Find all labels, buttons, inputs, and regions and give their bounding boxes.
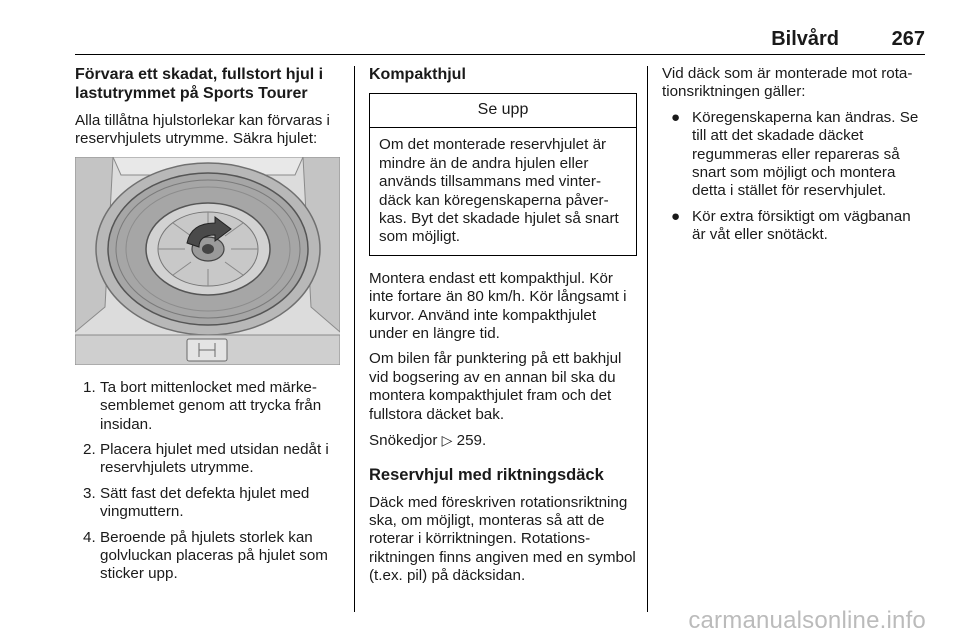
- caution-title: Se upp: [370, 94, 636, 128]
- page-number: 267: [891, 28, 925, 50]
- bullet-icon: ●: [671, 108, 681, 126]
- step-item: 1. Ta bort mittenlocket med märkesemblemet genom att trycka från insidan.: [83, 378, 322, 433]
- wheel-illustration-svg: [75, 157, 340, 365]
- bullet-list: [662, 109, 928, 245]
- header-rule: [75, 54, 925, 55]
- column-3: [662, 65, 928, 252]
- caution-box: [369, 93, 637, 256]
- step-item: 2. Placera hjulet med utsidan nedåt i reservhjulets utrymme.: [83, 441, 329, 477]
- directional-tyre-paragraph: Däck med föreskriven rotationsriktning ska, om möjligt, monteras så att de roterar i körriktningen. Rotationsriktningen finns angiven med en symbol (t.ex. pil) på däcksidan.: [369, 493, 636, 585]
- step-item: 3. Sätt fast det defekta hjulet med vingmuttern.: [83, 484, 310, 521]
- step-item: 4. Beroende på hjulets storlek kan golvluckan placeras på hjulet som sticker upp.: [83, 528, 328, 583]
- bullet-icon: ●: [671, 207, 681, 225]
- section-heading-compact-wheel: Kompakthjul: [369, 66, 466, 83]
- cross-reference-arrow-icon: ▷: [441, 432, 453, 449]
- reverse-mount-intro: Vid däck som är monterade mot rotationsriktningen gäller:: [662, 65, 913, 101]
- compact-wheel-paragraph: Montera endast ett kompakthjul. Kör inte fortare än 80 km/h. Kör långsamt i kurvor. Använd inte kompakthjulet under en längre tid.: [369, 269, 627, 343]
- page-header: [75, 28, 925, 54]
- bullet-item: ● Köregenskaperna kan ändras. Se till att det skadade däcket regummeras eller repareras så snart som möjligt och montera detta i stället för reservhjulet.: [671, 108, 919, 200]
- spare-wheel-well-illustration: [75, 157, 340, 365]
- watermark: carmanualsonline.info: [688, 607, 926, 634]
- intro-paragraph: Alla tillåtna hjulstorlekar kan förvaras i reservhjulets utrymme. Säkra hjulet:: [75, 112, 330, 148]
- section-title: Bilvård: [771, 28, 839, 50]
- caution-text: Om det monterade reservhjulet är mindre än de andra hjulen eller används tillsammans med vinterdäck kan köregenskaperna påverkas. Byt det skadade hjulet så snart som möjligt.: [379, 136, 619, 246]
- towing-paragraph: Om bilen får punktering på ett bakhjul vid bogsering av en annan bil ska du montera kompakthjulet fram och det fullstora däcket bak.: [369, 350, 622, 423]
- column-divider-2: [647, 66, 648, 612]
- section-heading-damaged-wheel: Förvara ett skadat, fullstort hjul i lastutrymmet på Sports Tourer: [75, 66, 324, 102]
- instruction-steps: [75, 379, 340, 584]
- column-2: [369, 65, 637, 593]
- snow-chains-reference: Snökedjor ▷ 259.: [369, 432, 487, 450]
- column-1: [75, 65, 340, 591]
- column-divider-1: [354, 66, 355, 612]
- snow-chains-page-link[interactable]: 259.: [456, 432, 487, 450]
- bullet-item: ● Kör extra försiktigt om vägbanan är våt eller snötäckt.: [671, 207, 911, 244]
- section-heading-directional-tyre: Reservhjul med riktningsdäck: [369, 465, 604, 484]
